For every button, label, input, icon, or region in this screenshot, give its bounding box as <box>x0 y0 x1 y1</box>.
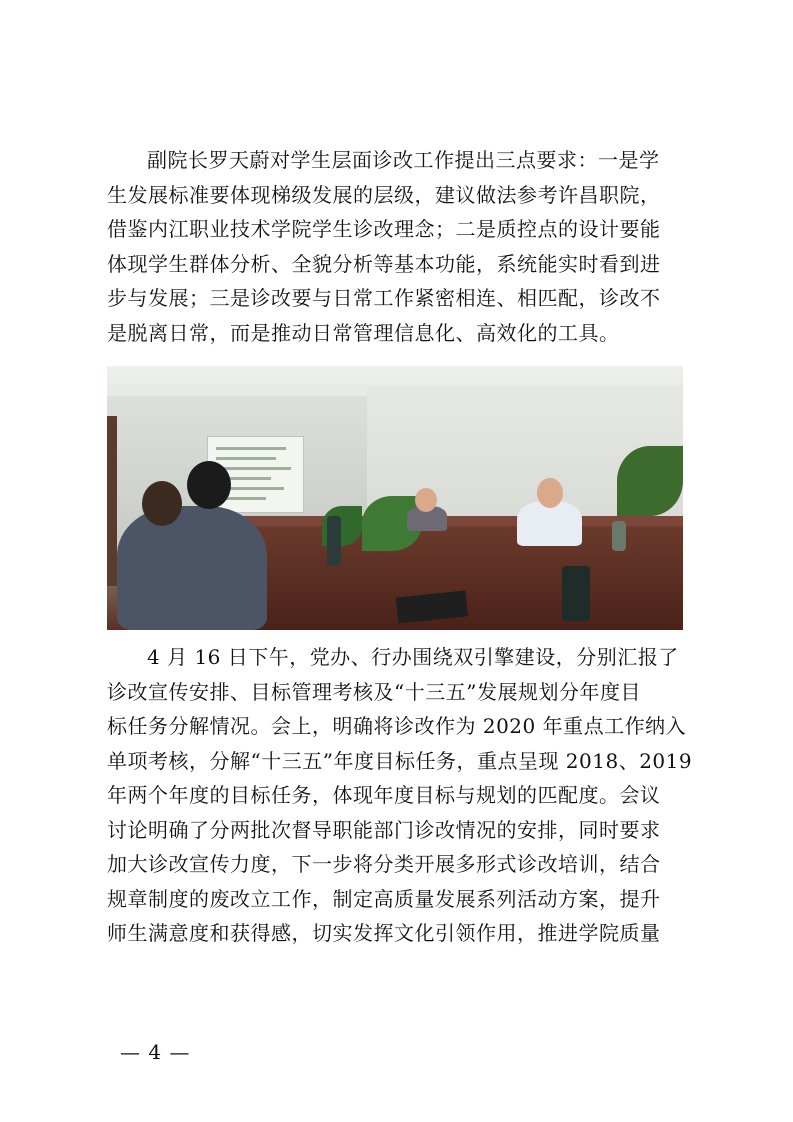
text-line: 是脱离日常，而是推动日常管理信息化、高效化的工具。 <box>107 320 620 345</box>
text-line: 生发展标准要体现梯级发展的层级，建议做法参考许昌职院， <box>107 182 661 207</box>
person-face <box>415 488 437 512</box>
text-line: 年两个年度的目标任务，体现年度目标与规划的匹配度。会议 <box>107 783 661 807</box>
text-line: 体现学生群体分析、全貌分析等基本功能，系统能实时看到进 <box>107 251 661 276</box>
text-line: 单项考核，分解“十三五”年度目标任务，重点呈现 2018、2019 <box>107 748 693 773</box>
page-number: — 4 — <box>120 1040 191 1064</box>
plant-right <box>617 446 683 516</box>
text-line: 标任务分解情况。会上，明确将诊改作为 2020 年重点工作纳入 <box>107 714 687 738</box>
water-bottle <box>327 516 341 566</box>
water-bottle <box>612 521 626 551</box>
meeting-photo <box>107 366 683 630</box>
paragraph-april-16-meeting <box>107 640 693 951</box>
text-line: 诊改宣传安排、目标管理考核及“十三五”发展规划分年度目 <box>107 679 641 704</box>
person-head <box>142 481 182 526</box>
text-line: 步与发展；三是诊改要与日常工作紧密相连、相匹配，诊改不 <box>107 286 661 310</box>
water-bottle <box>562 566 590 621</box>
text-line: 副院长罗天蔚对学生层面诊改工作提出三点要求：一是学 <box>147 148 660 172</box>
text-line: 加大诊改宣传力度，下一步将分类开展多形式诊改培训，结合 <box>107 852 661 876</box>
text-line: 讨论明确了分两批次督导职能部门诊改情况的安排，同时要求 <box>107 817 661 842</box>
person-face <box>537 478 563 508</box>
text-line: 借鉴内江职业技术学院学生诊改理念；二是质控点的设计要能 <box>107 217 661 241</box>
person-head <box>187 461 231 509</box>
photo-door <box>107 416 117 586</box>
text-line: 师生满意度和获得感，切实发挥文化引领作用，推进学院质量 <box>107 921 661 945</box>
text-line: 规章制度的废改立工作，制定高质量发展系列活动方案，提升 <box>107 886 661 911</box>
text-line: 4 月 16 日下午，党办、行办围绕双引擎建设，分别汇报了 <box>147 645 679 669</box>
person-seated-left <box>117 506 267 630</box>
paragraph-leadership-requirements <box>107 143 687 350</box>
